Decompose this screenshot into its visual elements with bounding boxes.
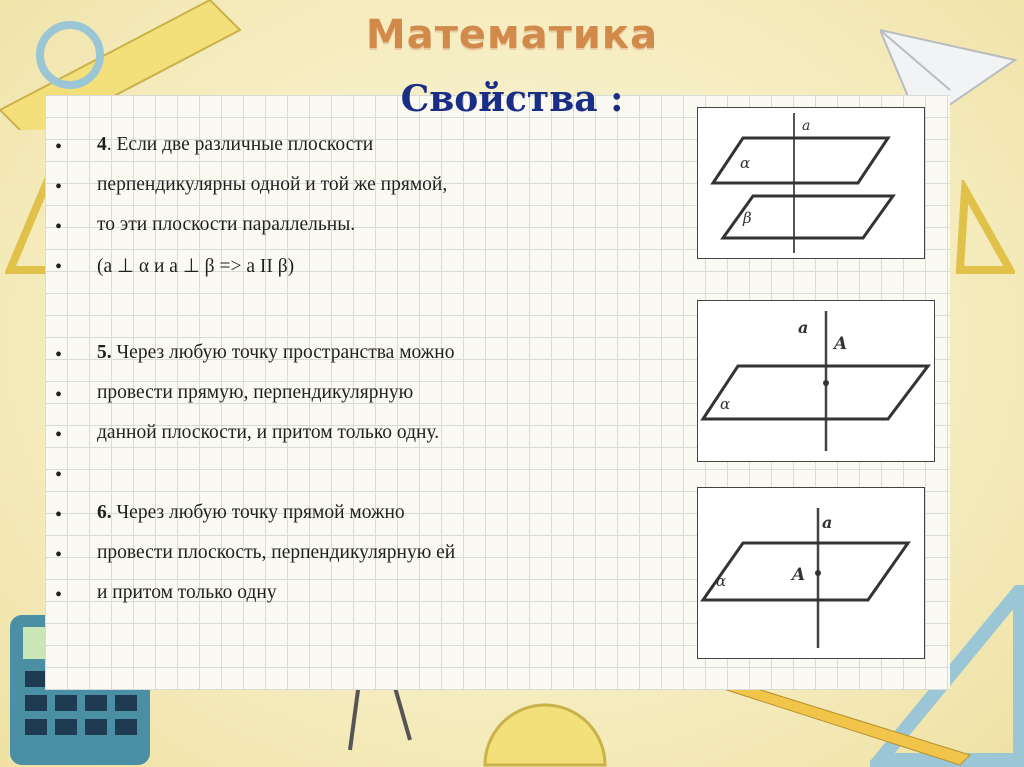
list-item: • перпендикулярны одной и той же прямой, <box>55 174 448 198</box>
triangle-right-decoration <box>955 180 1015 280</box>
list-item: • 5. Через любую точку пространства можно <box>55 342 455 366</box>
list-item-empty-bullet: • <box>55 464 63 486</box>
label-plane-alpha: α <box>720 395 731 413</box>
list-item: • и притом только одну <box>55 582 277 606</box>
item-text: провести прямую, перпендикулярную <box>97 382 414 403</box>
figure-parallel-planes <box>697 107 925 259</box>
list-item: • (а ⊥ α и а ⊥ β => а II β) <box>55 256 295 278</box>
figure-point-line-plane-svg <box>698 301 934 461</box>
list-item: • 6. Через любую точку прямой можно <box>55 502 405 526</box>
item-number: 5. <box>97 342 112 363</box>
item-text: то эти плоскости параллельны. <box>97 214 356 235</box>
label-point-A: A <box>792 565 806 585</box>
item-number: 6. <box>97 502 112 523</box>
list-item: • провести прямую, перпендикулярную <box>55 382 414 406</box>
list-item-empty <box>55 288 675 336</box>
label-point-A: A <box>834 334 848 354</box>
figure-line-point-plane-svg <box>698 488 924 658</box>
item-text: Через любую точку пространства можно <box>111 342 455 363</box>
slide-heading: Свойства : <box>400 78 624 120</box>
subject-title: Математика <box>365 12 659 58</box>
label-plane-beta: β <box>743 209 752 227</box>
bullet: • <box>55 136 63 158</box>
list-item: • провести плоскость, перпендикулярную ей <box>55 542 456 566</box>
label-plane-alpha: α <box>716 572 727 590</box>
figure-point-line-plane <box>697 300 935 462</box>
item-text: провести плоскость, перпендикулярную ей <box>97 542 456 563</box>
item-number: 4 <box>97 134 107 155</box>
list-item: • данной плоскости, и притом только одну. <box>55 422 440 446</box>
figure-line-point-plane <box>697 487 925 659</box>
properties-list <box>55 128 675 616</box>
item-text: (а ⊥ α и а ⊥ β => а II β) <box>97 256 295 277</box>
label-line-a: a <box>822 513 833 532</box>
label-line-a: a <box>798 318 809 337</box>
item-text: перпендикулярны одной и той же прямой, <box>97 174 448 195</box>
list-item: • 4. Если две различные плоскости <box>55 134 374 158</box>
protractor-decoration <box>480 680 610 767</box>
item-text: данной плоскости, и притом только одну. <box>97 422 440 443</box>
list-item: • то эти плоскости параллельны. <box>55 214 356 238</box>
figure-parallel-planes-svg <box>698 108 924 258</box>
item-text: Через любую точку прямой можно <box>111 502 405 523</box>
item-text: Если две различные плоскости <box>111 134 374 155</box>
label-line-a: a <box>802 118 811 134</box>
item-text: и притом только одну <box>97 582 277 603</box>
label-plane-alpha: α <box>740 154 751 172</box>
